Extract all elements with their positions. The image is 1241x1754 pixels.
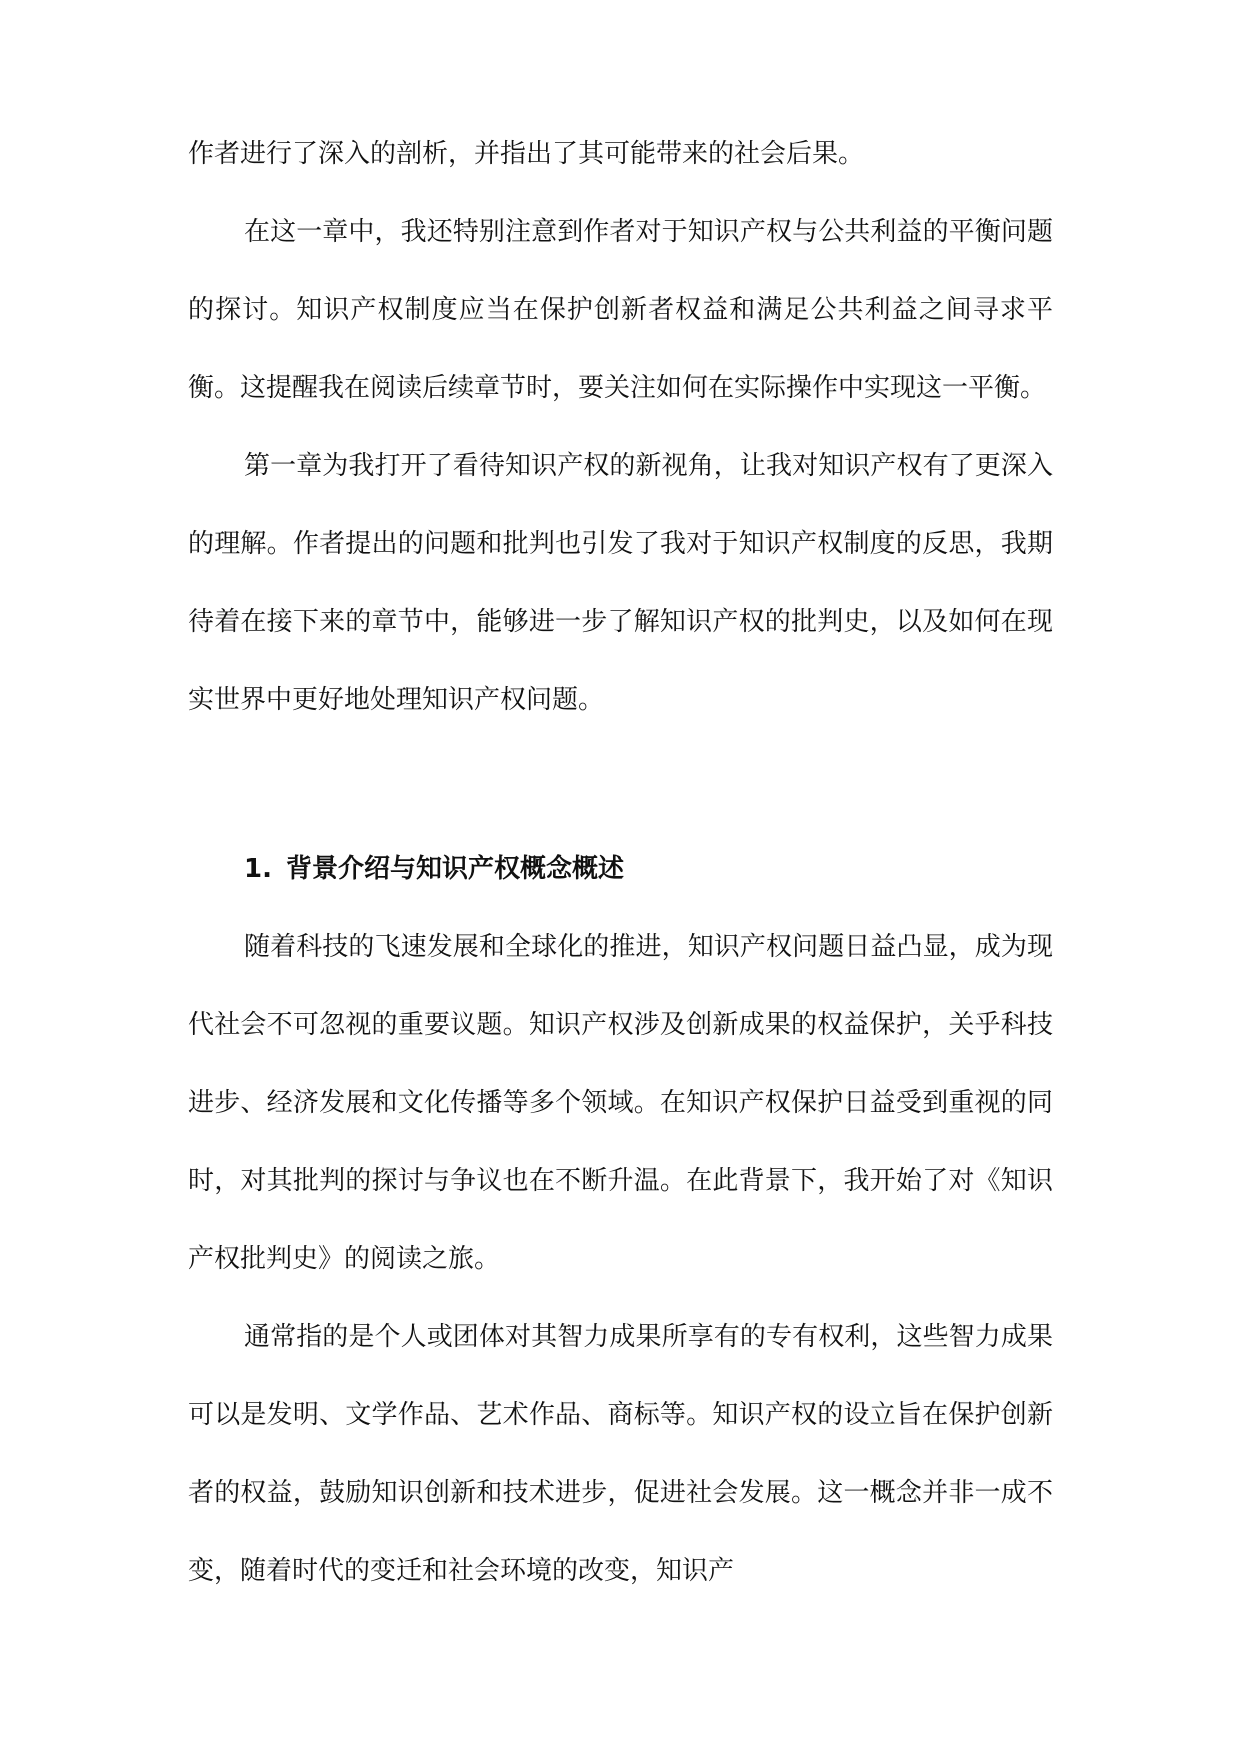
- paragraph-continuation: 作者进行了深入的剖析，并指出了其可能带来的社会后果。: [188, 139, 865, 169]
- paragraph-balance: 在这一章中，我还特别注意到作者对于知识产权与公共利益的平衡问题的探讨。知识产权制度应当在保护创新者权益和满足公共利益之间寻求平衡。这提醒我在阅读后续章节时，要关注如何在实际操作中实现这一平衡。: [188, 217, 1053, 403]
- body-text-bottom: [188, 908, 1053, 1610]
- paragraph-background: 随着科技的飞速发展和全球化的推进，知识产权问题日益凸显，成为现代社会不可忽视的重要议题。知识产权涉及创新成果的权益保护，关乎科技进步、经济发展和文化传播等多个领域。在知识产权保护日益受到重视的同时，对其批判的探讨与争议也在不断升温。在此背景下，我开始了对《知识产权批判史》的阅读之旅。: [188, 932, 1053, 1274]
- section-heading: [244, 830, 624, 908]
- paragraph-concept: 通常指的是个人或团体对其智力成果所享有的专有权利，这些智力成果可以是发明、文学作品、艺术作品、商标等。知识产权的设立旨在保护创新者的权益，鼓励知识创新和技术进步，促进社会发展。这一概念并非一成不变，随着时代的变迁和社会环境的改变，知识产: [188, 1322, 1053, 1586]
- body-text-top: [188, 115, 1053, 739]
- section-title: 背景介绍与知识产权概念概述: [286, 854, 625, 884]
- section-number: 1.: [244, 854, 272, 884]
- paragraph-chapter-summary: 第一章为我打开了看待知识产权的新视角，让我对知识产权有了更深入的理解。作者提出的问题和批判也引发了我对于知识产权制度的反思，我期待着在接下来的章节中，能够进一步了解知识产权的批判史，以及如何在现实世界中更好地处理知识产权问题。: [188, 451, 1053, 715]
